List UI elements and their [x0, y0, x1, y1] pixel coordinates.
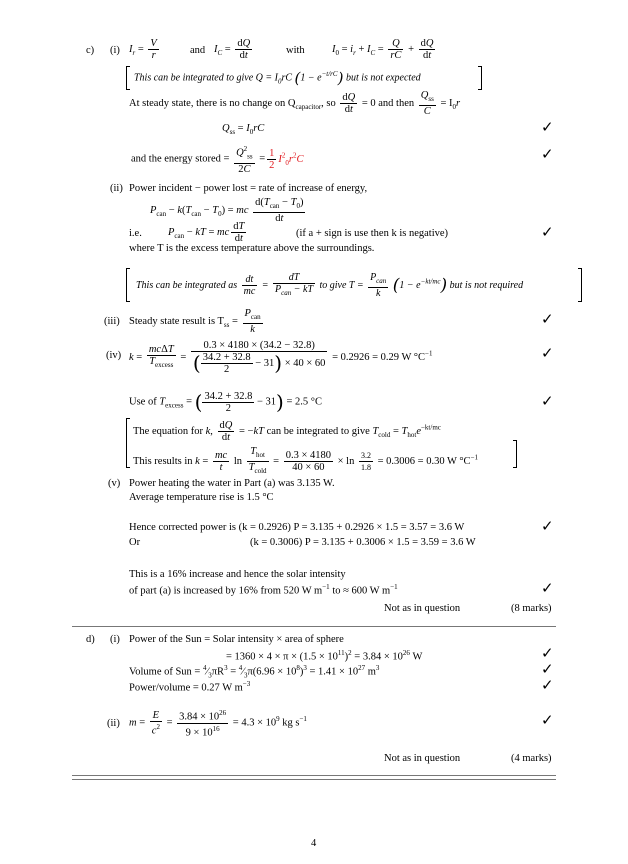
energy-stored: and the energy stored = $\frac{Q^2_{ss}}{2C}$ = $\frac{1}{2}$ $I^2_0r^2C$: [131, 145, 304, 175]
check-mark: ✓: [541, 660, 554, 678]
increase-text-2: of part (a) is increased by 16% from 520 W $m^{-1}$ to ≈ 600 W $m^{-1}$: [129, 583, 398, 597]
page-number: 4: [311, 838, 317, 849]
steady-state-result: Steady state result is $T_{ss}$ = $\frac{P_{can}}{k}$: [129, 308, 261, 336]
integration-note-2: This can be integrated as $\frac{dt}{mc}$ = $\frac{dT}{P_{can} - kT}$ to give T = $\frac{P_{can}}{k}$ $(1 - e^{-kt/mc})$ but is not required: [136, 272, 524, 299]
equation-i0: $I_0 = i_r + I_C$ = $\frac{Q}{rC}$ + $\frac{dQ}{dt}$: [332, 38, 434, 61]
bracket-right: [478, 66, 482, 90]
excess-temp-calc: Use of $T_{excess}$ = ( $\frac{34.2 + 32.8}{2}$ − 31) = 2.5 °C: [129, 390, 322, 414]
bracket-left: [126, 418, 130, 468]
power-of-sun-text: Power of the Sun = Solar intensity × area of sphere: [129, 634, 344, 645]
subpart-label: (iii): [104, 316, 120, 327]
bracket-left: [126, 268, 130, 302]
power-per-volume: Power/volume = 0.27 W $m^{-3}$: [129, 680, 251, 694]
increase-text-1: This is a 16% increase and hence the solar intensity: [129, 569, 346, 580]
check-mark: ✓: [541, 711, 554, 729]
steady-state-text: At steady state, there is no change on $Q_{capacitor}$, so $\frac{dQ}{dt}$ = 0 and then $\frac{Q_{ss}}{C}$ = $I_0r$: [129, 90, 461, 118]
corrected-power-2: (k = 0.3006) P = 3.135 + 0.3006 × 1.5 = 3.59 = 3.6 W: [250, 537, 476, 548]
power-equation-simplified: $P_{can}$ − kT = mc $\frac{dT}{dt}$: [168, 221, 245, 244]
part-label-c: c): [86, 45, 95, 56]
sign-note: (if a + sign is use then k is negative): [296, 228, 449, 239]
subpart-label: (ii): [107, 718, 120, 729]
divider: [72, 775, 556, 776]
check-mark: ✓: [541, 392, 554, 410]
check-mark: ✓: [541, 223, 554, 241]
mass-loss-calc: m = $\frac{E}{c^2}$ = $\frac{3.84 \times 10^{26}}{9 \times 10^{16}}$ = $4.3 \times 10^9$ kg $s^{-1}$: [129, 709, 307, 738]
subpart-label: (i): [110, 45, 120, 56]
equation-ic: $I_C$ = $\frac{dQ}{dt}$: [214, 38, 251, 61]
bracket-left: [126, 66, 130, 90]
check-mark: ✓: [541, 310, 554, 328]
qss-equation: $Q_{ss} = I_0rC$: [222, 123, 265, 137]
subpart-label: (i): [110, 634, 120, 645]
power-heating-text: Power heating the water in Part (a) was 3.135 W.: [129, 478, 335, 489]
power-equation: $P_{can} - k(T_{can} - T_0)$ = mc $\frac{d(T_{can} - T_0)}{dt}$: [150, 197, 304, 225]
check-mark: ✓: [541, 145, 554, 163]
ie-word: i.e.: [129, 228, 142, 239]
volume-of-sun: Volume of Sun = $^4⁄_3\pi R^3$ = $^4⁄_3\pi(6.96 \times 10^8)^3 = 1.41 \times 10^{27}$ $m^3$: [129, 664, 380, 680]
divider: [72, 626, 556, 627]
bracket-right: [513, 440, 517, 468]
check-mark: ✓: [541, 676, 554, 694]
check-mark: ✓: [541, 344, 554, 362]
alternative-k-result: This results in k = $\frac{mc}{t}$ ln $\frac{T_{hot}}{T_{cold}}$ = $\frac{0.3 \times 4180}{40 \times 60}$ × ln $\frac{3.2}{1.8}$ = 0.3006 = 0.30 W $^\circ C^{-1}$: [133, 446, 479, 476]
check-mark: ✓: [541, 644, 554, 662]
corrected-power-1: Hence corrected power is (k = 0.2926) P = 3.135 + 0.2926 × 1.5 = 3.57 = 3.6 W: [129, 522, 465, 533]
marks: (4 marks): [511, 753, 552, 764]
check-mark: ✓: [541, 118, 554, 136]
not-in-question: Not as in question: [384, 753, 461, 764]
bracket-right: [578, 268, 582, 302]
not-in-question: Not as in question: [384, 603, 461, 614]
alternative-k-equation: The equation for k, $\frac{dQ}{dt}$ = −kT can be integrated to give $T_{cold} = T_{hot}e^{-kt/mc}$: [133, 420, 441, 443]
power-of-sun-calc: = $1360 \times 4 \times \pi \times (1.5 \times 10^{11})^2 = 3.84 \times 10^{26}$ W: [226, 649, 423, 663]
subpart-label: (v): [108, 478, 121, 489]
part-label-d: d): [86, 634, 95, 645]
integration-note: This can be integrated to give $Q = I_0rC$ $(1 - e^{-t/rC})$ but is not expected: [134, 69, 421, 87]
power-balance-text: Power incident − power lost = rate of increase of energy,: [129, 183, 368, 194]
temp-rise-text: Average temperature rise is 1.5 °C: [129, 492, 274, 503]
and-word: and: [190, 45, 206, 56]
divider: [72, 779, 556, 780]
subpart-label: (iv): [106, 350, 122, 361]
check-mark: ✓: [541, 579, 554, 597]
or-word: Or: [129, 537, 141, 548]
k-calculation: k = $\frac{\text{mcΔT}}{T_{excess}}$ = 0.3 × 4180 × (34.2 − 32.8) ( $\frac{34.2 + 32.8}{2}$ − 31) × 40 × 60 = 0.2926 = 0.29 W $^\circ C^{-1}$: [129, 340, 433, 375]
excess-temp-text: where T is the excess temperature above the surroundings.: [129, 243, 375, 254]
subpart-label: (ii): [110, 183, 123, 194]
check-mark: ✓: [541, 517, 554, 535]
marks: (8 marks): [511, 603, 552, 614]
with-word: with: [286, 45, 305, 56]
equation-ir: $I_r$ = $\frac{V}{r}$: [129, 38, 157, 61]
